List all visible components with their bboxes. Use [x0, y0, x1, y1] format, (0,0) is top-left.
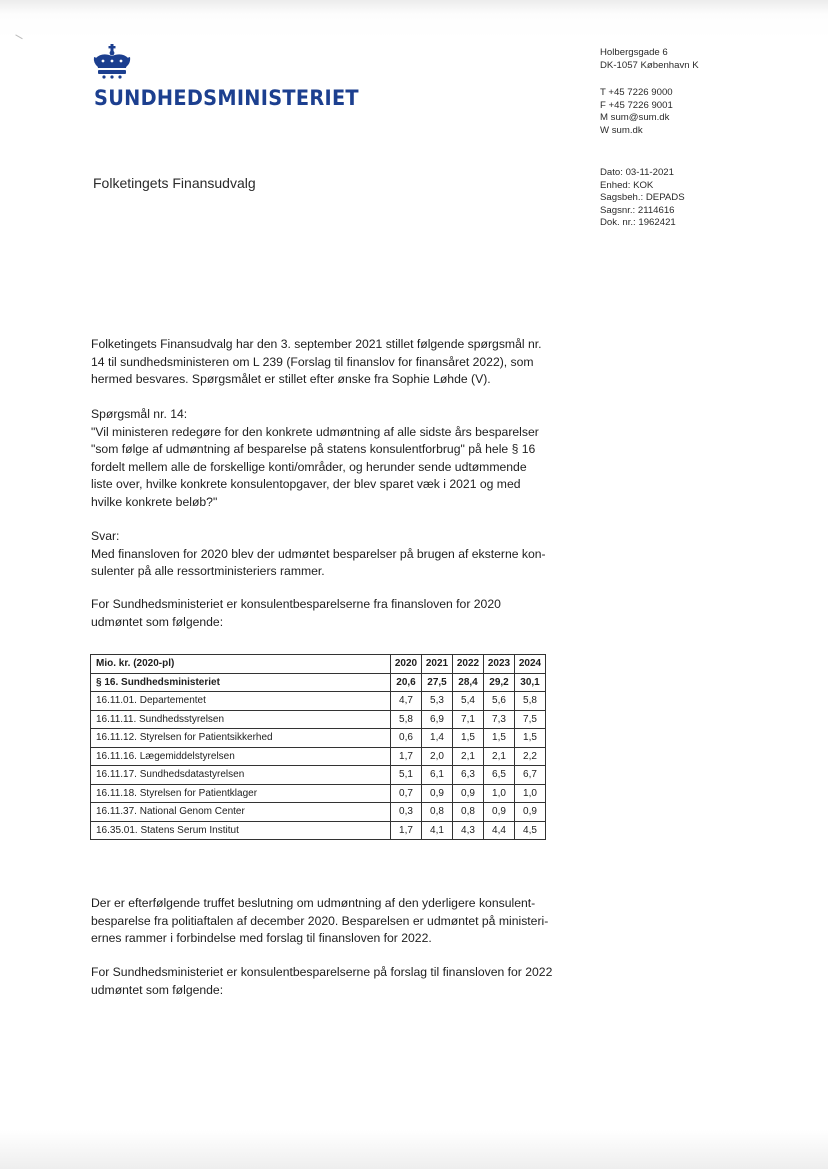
table-cell: 6,5 — [484, 766, 515, 785]
table-header-row — [91, 655, 546, 674]
header-cell: 2020 — [391, 655, 422, 674]
table-cell: 16.11.18. Styrelsen for Patientklager — [91, 784, 391, 803]
meta-case-number: Sagsnr.: 2114616 — [600, 204, 675, 216]
table-cell: 5,1 — [391, 766, 422, 785]
text-line: Folketingets Finansudvalg har den 3. september 2021 stillet følgende spørgsmål nr. — [91, 337, 542, 351]
scan-artifact — [13, 34, 22, 42]
address-block — [600, 47, 699, 72]
text-line: fordelt mellem alle de forskellige konti/områder, og herunder sende udtømmende — [91, 459, 527, 474]
table-cell: 0,8 — [453, 803, 484, 822]
crown-three-lions-icon — [92, 44, 132, 80]
table-cell: 7,5 — [515, 710, 546, 729]
table-cell: 29,2 — [484, 673, 515, 692]
table-cell: 6,9 — [422, 710, 453, 729]
table-cell: 1,0 — [484, 784, 515, 803]
question-paragraph — [91, 406, 561, 512]
table-cell: 5,3 — [422, 692, 453, 711]
text-line: besparelse fra politiaftalen af december 2020. Besparelsen er udmøntet på ministeri- — [91, 913, 549, 928]
table-cell: 2,1 — [453, 747, 484, 766]
text-line: "som følge af udmøntning af besparelse på statens konsulentforbrug" på hele § 16 — [91, 442, 536, 457]
table-cell: 20,6 — [391, 673, 422, 692]
contact-block — [600, 87, 673, 137]
text-line: Svar: — [91, 529, 120, 543]
meta-handler: Sagsbeh.: DEPADS — [600, 192, 685, 204]
table-cell: 1,7 — [391, 821, 422, 840]
text-line: hermed besvares. Spørgsmålet er stillet efter ønske fra Sophie Løhde (V). — [91, 372, 491, 387]
text-line: hvilke konkrete beløb?" — [91, 494, 218, 509]
address-street: Holbergsgade 6 — [600, 47, 668, 58]
table-cell: 0,3 — [391, 803, 422, 822]
closing-paragraph — [91, 964, 561, 999]
header-cell: 2023 — [484, 655, 515, 674]
table-row — [91, 673, 546, 692]
table-cell: 2,1 — [484, 747, 515, 766]
table-intro-paragraph — [91, 596, 561, 631]
answer-paragraph — [91, 528, 561, 581]
text-line: For Sundhedsministeriet er konsulentbesparelserne på forslag til finansloven for 2022 — [91, 965, 553, 979]
case-meta-block — [600, 167, 685, 230]
contact-phone: T +45 7226 9000 — [600, 87, 673, 98]
table-cell: 4,3 — [453, 821, 484, 840]
table-cell: 28,4 — [453, 673, 484, 692]
meta-document-number: Dok. nr.: 1962421 — [600, 217, 676, 229]
after-table-paragraph — [91, 895, 561, 948]
table-cell: 1,5 — [515, 729, 546, 748]
table-cell: 16.11.16. Lægemiddelstyrelsen — [91, 747, 391, 766]
table-cell: 0,9 — [484, 803, 515, 822]
table-cell: 7,3 — [484, 710, 515, 729]
table-cell: 4,1 — [422, 821, 453, 840]
table-cell: 16.11.01. Departementet — [91, 692, 391, 711]
table-cell: 5,6 — [484, 692, 515, 711]
savings-table — [90, 654, 546, 840]
table-cell: 5,8 — [391, 710, 422, 729]
table-cell: 27,5 — [422, 673, 453, 692]
table-cell: 30,1 — [515, 673, 546, 692]
table-cell: 6,7 — [515, 766, 546, 785]
text-line: 14 til sundhedsministeren om L 239 (Forslag til finanslov for finansåret 2022), som — [91, 354, 534, 369]
table-row — [91, 729, 546, 748]
table-cell: 16.11.12. Styrelsen for Patientsikkerhed — [91, 729, 391, 748]
header-cell: 2024 — [515, 655, 546, 674]
text-line: For Sundhedsministeriet er konsulentbesparelserne fra finansloven for 2020 — [91, 597, 501, 611]
table-cell: 4,5 — [515, 821, 546, 840]
table-cell: 7,1 — [453, 710, 484, 729]
table-cell: 6,1 — [422, 766, 453, 785]
table-cell: 16.11.17. Sundhedsdatastyrelsen — [91, 766, 391, 785]
table-cell: 5,8 — [515, 692, 546, 711]
header-cell: 2021 — [422, 655, 453, 674]
table-cell: 1,0 — [515, 784, 546, 803]
contact-fax: F +45 7226 9001 — [600, 99, 673, 111]
table-cell: 5,4 — [453, 692, 484, 711]
text-line: "Vil ministeren redegøre for den konkrete udmøntning af alle sidste års besparelser — [91, 424, 539, 439]
table-cell: 0,9 — [422, 784, 453, 803]
table-cell: 0,7 — [391, 784, 422, 803]
table-cell: 0,9 — [515, 803, 546, 822]
address-city: DK-1057 København K — [600, 59, 699, 71]
table-cell: 1,5 — [484, 729, 515, 748]
table-cell: § 16. Sundhedsministeriet — [91, 673, 391, 692]
recipient: Folketingets Finansudvalg — [93, 175, 256, 191]
table-row — [91, 784, 546, 803]
text-line: Med finansloven for 2020 blev der udmøntet besparelser på brugen af eksterne kon- — [91, 546, 546, 561]
table-row — [91, 821, 546, 840]
contact-web: W sum.dk — [600, 124, 643, 136]
table-row — [91, 710, 546, 729]
text-line: udmøntet som følgende: — [91, 982, 224, 997]
text-line: Spørgsmål nr. 14: — [91, 407, 188, 421]
table-row — [91, 692, 546, 711]
table-cell: 16.11.11. Sundhedsstyrelsen — [91, 710, 391, 729]
text-line: Der er efterfølgende truffet beslutning om udmøntning af den yderligere konsulent- — [91, 896, 536, 910]
meta-date: Dato: 03-11-2021 — [600, 167, 674, 178]
table-cell: 1,7 — [391, 747, 422, 766]
table-cell: 1,4 — [422, 729, 453, 748]
table-cell: 2,2 — [515, 747, 546, 766]
text-line: liste over, hvilke konkrete konsulentopgaver, der blev sparet væk i 2021 og med — [91, 477, 521, 492]
table-cell: 4,7 — [391, 692, 422, 711]
table-row — [91, 747, 546, 766]
meta-unit: Enhed: KOK — [600, 179, 654, 191]
table-cell: 0,9 — [453, 784, 484, 803]
table-cell: 2,0 — [422, 747, 453, 766]
table-cell: 4,4 — [484, 821, 515, 840]
table-cell: 16.11.37. National Genom Center — [91, 803, 391, 822]
table-cell: 6,3 — [453, 766, 484, 785]
table-row — [91, 766, 546, 785]
ministry-name: SUNDHEDSMINISTERIET — [94, 86, 359, 110]
text-line: udmøntet som følgende: — [91, 614, 224, 629]
table-row — [91, 803, 546, 822]
intro-paragraph — [91, 336, 561, 389]
table-cell: 0,8 — [422, 803, 453, 822]
header-cell: Mio. kr. (2020-pl) — [91, 655, 391, 674]
text-line: ernes rammer i forbindelse med forslag til finansloven for 2022. — [91, 931, 432, 946]
text-line: sulenter på alle ressortministeriers rammer. — [91, 564, 325, 579]
header-cell: 2022 — [453, 655, 484, 674]
contact-mail: M sum@sum.dk — [600, 112, 670, 124]
table-cell: 0,6 — [391, 729, 422, 748]
table-cell: 16.35.01. Statens Serum Institut — [91, 821, 391, 840]
table-cell: 1,5 — [453, 729, 484, 748]
